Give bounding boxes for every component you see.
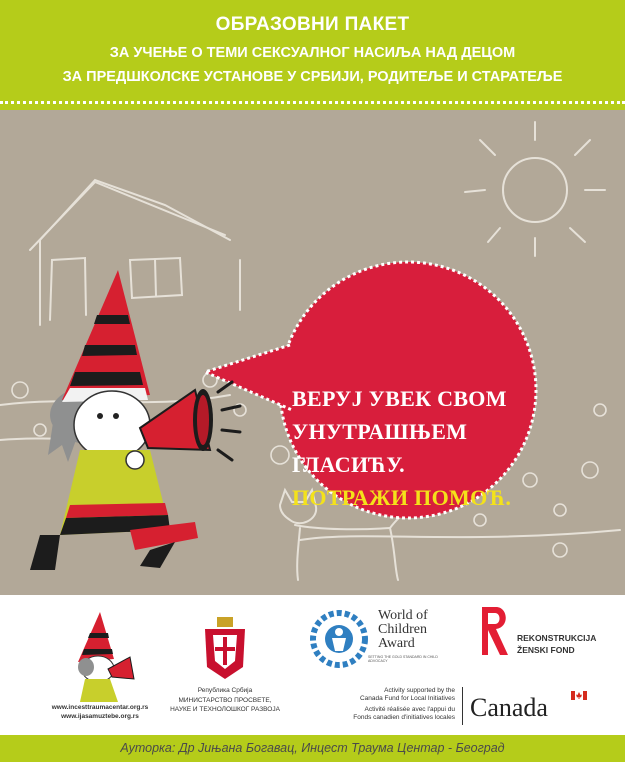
illustration-drawing xyxy=(0,110,625,595)
woc-tagline: SETTING THE GOLD STANDARD IN CHILD ADVOCACY xyxy=(368,655,438,663)
speech-bubble-text xyxy=(292,382,542,514)
canada-fr-2: Fonds canadien d'initiatives locales xyxy=(353,714,455,721)
subtitle-line-1: ЗА УЧЕЊЕ О ТЕМИ СЕКСУАЛНОГ НАСИЉА НАД ДЕЦОМ xyxy=(109,45,516,61)
rzf-line-1: REKONSTRUKCIJA xyxy=(517,633,597,643)
serbia-coat-of-arms-icon xyxy=(205,617,245,679)
woc-line-2: Children xyxy=(378,622,427,637)
bubble-line-1: ВЕРУЈ УВЕК СВОМ xyxy=(292,386,507,411)
bubble-line-2: УНУТРАШЊЕМ xyxy=(292,419,468,444)
incest-url-1: www.incesttraumacentar.org.rs xyxy=(51,704,149,711)
rzf-line-2: ŽENSKI FOND xyxy=(517,645,575,655)
ministry-line-1: Република Србија xyxy=(197,687,253,694)
canada-en-1: Activity supported by the xyxy=(384,687,455,694)
canada-en-2: Canada Fund for Local Initiatives xyxy=(359,695,455,702)
bubble-line-4: ПОТРАЖИ ПОМОЋ. xyxy=(292,485,512,510)
dotted-divider xyxy=(0,101,625,104)
header-band xyxy=(0,0,625,110)
canada-fr-1: Activité réalisée avec l'appui du xyxy=(364,706,455,713)
ministry-line-2: МИНИСТАРСТВО ПРОСВЕТЕ, xyxy=(178,697,272,704)
poster-title: ОБРАЗОВНИ ПАКЕТ xyxy=(215,14,410,35)
author-credit: Ауторка: Др Јињана Богавац, Инцест Траума Центар - Београд xyxy=(120,741,505,755)
sun-sketch xyxy=(465,122,605,256)
woc-wordmark xyxy=(378,609,428,651)
gnome-character xyxy=(30,270,240,570)
rekonstrukcija-logo-icon xyxy=(478,605,512,657)
subtitle-line-2: ЗА ПРЕДШКОЛСКЕ УСТАНОВЕ У СРБИЈИ, РОДИТЕЉЕ И СТАРАТЕЉЕ xyxy=(62,69,563,85)
sponsor-logos xyxy=(0,595,625,735)
incest-url-2: www.ijasamuztebe.org.rs xyxy=(61,713,139,720)
canada-wordmark: Canada xyxy=(470,693,548,722)
woc-line-3: Award xyxy=(378,636,415,651)
woc-line-1: World of xyxy=(378,608,428,623)
world-of-children-award-icon xyxy=(305,605,373,673)
ministry-line-3: НАУКЕ И ТЕХНОЛОШКОГ РАЗВОЈА xyxy=(170,706,280,713)
incest-trauma-centar-logo xyxy=(60,607,140,702)
bubble-line-3: ГЛАСИЋУ. xyxy=(292,452,405,477)
footer-band xyxy=(0,735,625,762)
canada-divider xyxy=(462,687,463,725)
illustration xyxy=(0,110,625,595)
canada-flag-icon xyxy=(571,691,587,700)
